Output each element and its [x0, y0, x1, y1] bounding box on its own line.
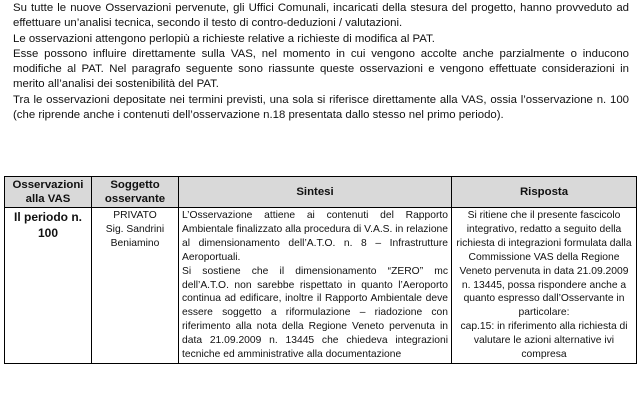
- intro-paragraph: Su tutte le nuove Osservazioni pervenute, gli Uffici Comunali, incaricati della stesura del progetto, hanno provveduto ad effettuare un’analisi tecnica, secondo il testo di contro-deduzioni / valutazioni.: [13, 2, 629, 30]
- risposta-paragraph: Si ritiene che il presente fascicolo integrativo, redatto a seguito della richiesta di integrazioni formulata dalla Commissione VAS della Regione Veneto pervenuta in data 21.09.2009 n. 13445, possa rispondere anche a quanto espresso dall’Osservante in particolare:: [456, 210, 632, 319]
- observations-table: [4, 176, 637, 364]
- sintesi-paragraph: L’Osservazione attiene ai contenuti del Rapporto Ambientale finalizzato alla procedura di V.A.S. in relazione al dimensionamento dell’A.T.O. n. 8 – Infrastrutture Aeroportuali.: [182, 210, 448, 263]
- sintesi-paragraph: Si sostiene che il dimensionamento “ZERO” mc dell’A.T.O. non sarebbe rispettato in quanto l’Aeroporto continua ad edificare, inoltre il Rapporto Ambientale deve essere soggetto a riformulazione – riadozione con riferimento alla nota della Regione Veneto pervenuta in data 21.09.2009 n. 13445 che chiedeva integrazioni tecniche ed amministrative alla documentazione: [182, 265, 448, 361]
- soggetto-nome: Sig. Sandrini Beniamino: [105, 223, 165, 249]
- header-soggetto: Soggetto osservante: [92, 177, 179, 208]
- intro-text: [13, 1, 629, 123]
- soggetto-tipo: PRIVATO: [113, 210, 157, 221]
- sintesi-cell: [179, 208, 452, 364]
- header-sintesi: Sintesi: [179, 177, 452, 208]
- periodo-cell: Il periodo n. 100: [5, 208, 92, 364]
- table-row: [5, 208, 637, 364]
- intro-paragraph: Le osservazioni attengono perlopiù a richieste relative a richieste di modifica al PAT.: [13, 32, 435, 45]
- header-risposta: Risposta: [452, 177, 637, 208]
- intro-paragraph: Esse possono influire direttamente sulla VAS, nel momento in cui vengono accolte anche parzialmente o inducono modifiche al PAT. Nel paragrafo seguente sono riassunte queste osservazioni e vengono effettuate considerazioni in merito all’analisi dei sostenibilità del PAT.: [13, 47, 629, 91]
- soggetto-cell: [92, 208, 179, 364]
- risposta-cell: [452, 208, 637, 364]
- header-osservazioni: Osservazioni alla VAS: [5, 177, 92, 208]
- risposta-paragraph: cap.15: in riferimento alla richiesta di valutare le azioni alternative ivi compresa: [460, 321, 628, 361]
- intro-paragraph: Tra le osservazioni depositate nei termini previsti, una sola si riferisce direttamente alla VAS, ossia l’osservazione n. 100 (che riprende anche i contenuti dell’osservazione n.18 presentata dallo stesso nel primo periodo).: [13, 93, 629, 122]
- table-header-row: [5, 177, 637, 208]
